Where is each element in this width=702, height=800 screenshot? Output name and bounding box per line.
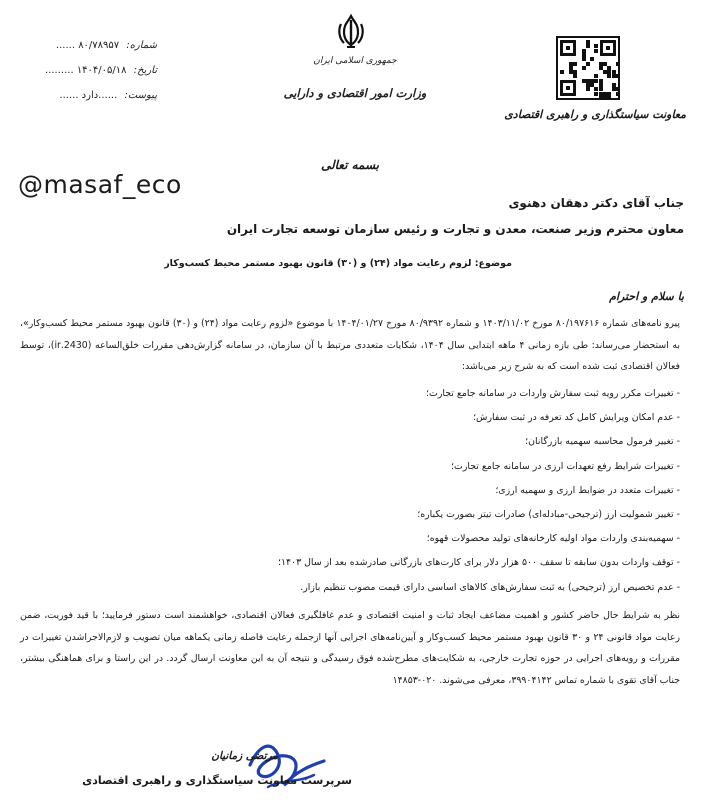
watermark-handle: @masaf_eco [18,170,182,199]
complaint-item: - تغییرات شرایط رفع تعهدات ارزی در سامانه جامع تجارت؛ [451,460,680,472]
complaint-list [40,382,680,600]
signatory-name: مرتضی زمانیان [211,750,278,762]
complaint-item: - عدم تخصیص ارز (ترجیحی) به ثبت سفارش‌های کالاهای اساسی دارای قیمت مصوب تنظیم بازار. [300,581,680,593]
intro-paragraph: پیرو نامه‌های شماره ۸۰/۱۹۷۶۱۶ مورخ ۱۴۰۳/۱۱/۰۲ و شماره ۸۰/۹۳۹۲ مورخ ۱۴۰۴/۰۱/۲۷ با موضوع «لزوم رعایت مواد (۲۴) و (۳۰) قانون بهبود مستمر محیط کسب‌وکار»، به استحضار می‌رساند: طی بازه زمانی ۴ ماهه ابتدایی سال ۱۴۰۴، شکایات متعددی مرتبط با آن سازمان، در سامانه گزارش‌دهی مقررات خلق‌الساعه (2430.ir)، توسط فعالان اقتصادی ثبت شده است که به شرح زیر می‌باشد: [20,318,680,372]
letter-date [27,65,157,76]
iran-emblem-icon [336,14,366,50]
closing-paragraph: نظر به شرایط حال حاضر کشور و اهمیت مضاعف ایجاد ثبات و امنیت اقتصادی و عدم غافلگیری فعالان اقتصادی، خواهشمند است دستور فرمایید؛ با قید فوریت، ضمن رعایت مواد قانونی ۲۴ و ۳۰ قانون بهبود مستمر محیط کسب‌وکار و آیین‌نامه‌های اجرایی آنها ازجمله رعایت فاصله زمانی یکماهه میان تصویب و لازم‌الاجراشدن تغییرات در مقررات و رویه‌های اجرایی در حوزه تجارت خارجی، به شکایت‌های مطرح‌شده فوق رسیدگی و نتیجه آن به این معاونت ارسال گردد. در این راستا و برای هماهنگی بیشتر، جناب آقای تقوی با شماره تماس ۳۹۹۰۴۱۴۲، معرفی می‌شوند. ۰۲۰-۱۴۸۵۳ [20,610,680,686]
complaint-item: - تغییرات مکرر رویه ثبت سفارش واردات در سامانه جامع تجارت؛ [426,388,680,399]
republic-title: جمهوری اسلامی ایران [313,56,397,66]
complaint-item: - تغییرات متعدد در ضوابط ارزی و سهمیه ارزی؛ [495,484,680,496]
signatory-title: سرپرست معاونت سیاستگذاری و راهبری اقتصادی [82,774,352,787]
complaint-item: - توقف واردات بدون سابقه تا سقف ۵۰۰ هزار دلار برای کارت‌های بازرگانی صادرشده بعد از سال ۱۴۰۳؛ [277,557,680,569]
complaint-item: - عدم امکان ویرایش کامل کد تعرفه در ثبت سفارش؛ [473,412,680,424]
letter-number-label: شماره: [126,40,157,51]
ministry-title: وزارت امور اقتصادی و دارایی [283,86,427,100]
subject-line: موضوع: لزوم رعایت مواد (۲۴) و (۳۰) قانون بهبود مستمر محیط کسب‌وکار [164,258,512,269]
addressee-title: معاون محترم وزیر صنعت، معدن و تجارت و رئیس سازمان توسعه تجارت ایران [226,222,684,236]
letter-attachment [27,90,157,101]
deputy-name: معاونت سیاستگذاری و راهبری اقتصادی [504,108,686,121]
letter-number [27,40,157,51]
qr-code-icon [556,36,620,100]
bismillah: بسمه تعالی [320,158,380,172]
letter-date-value: ۱۴۰۴/۰۵/۱۸ ......... [45,65,127,76]
complaint-item: - تغییر فرمول محاسبه سهمیه بازرگانان؛ [525,436,680,448]
letter-attachment-label: پیوست: [124,90,157,101]
complaint-item: - تغییر شمولیت ارز (ترجیحی-مبادله‌ای) صادرات تیتر بصورت یکباره؛ [417,508,680,520]
salutation: با سلام و احترام [609,290,684,303]
letter-attachment-value: ......دارد ...... [59,90,118,101]
letter-number-value: ۸۰/۷۸۹۵۷ ...... [55,40,120,51]
letter-date-label: تاریخ: [133,65,157,76]
addressee-name: جناب آقای دکتر دهقان دهنوی [508,196,684,210]
complaint-item: - سهمیه‌بندی واردات مواد اولیه کارخانه‌های تولید محصولات قهوه؛ [426,533,680,545]
handwritten-signature-icon [238,735,338,800]
